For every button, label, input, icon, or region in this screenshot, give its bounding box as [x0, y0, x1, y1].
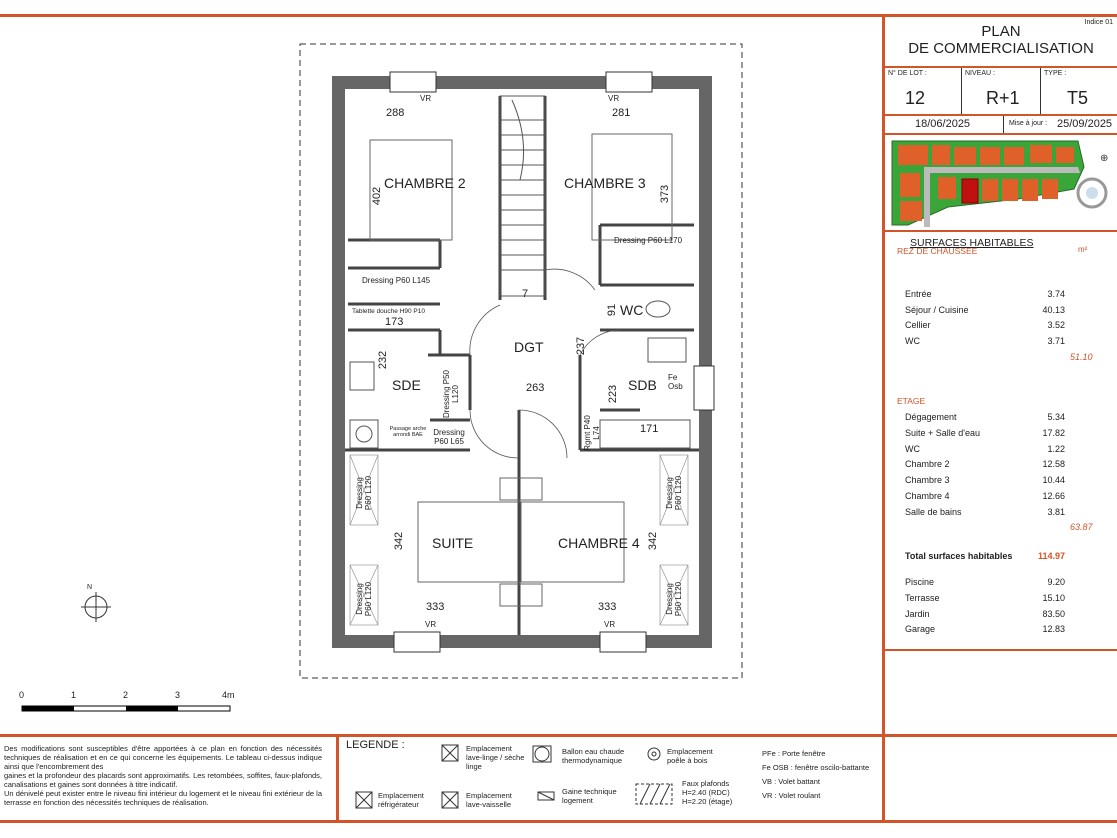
rdc-total: 51.10	[1070, 352, 1093, 362]
unit-label: m²	[1078, 245, 1088, 254]
dressing-120d-label: Dressing P60 L120	[665, 581, 683, 617]
annexe-name: Piscine	[905, 577, 935, 587]
room-sde: SDE	[392, 377, 421, 393]
rdc-name: Entrée	[905, 289, 932, 299]
annexe-value: 83.50	[1042, 609, 1065, 619]
dim-7: 7	[522, 288, 529, 300]
dim-281: 281	[612, 107, 631, 119]
scale-3: 3	[175, 690, 181, 700]
dressing-50-label: Dressing P50 L120	[442, 369, 460, 419]
etage-row	[905, 412, 1065, 422]
svg-text:⊕: ⊕	[1100, 153, 1109, 164]
legend-fauxplafonds: Faux plafonds H=2.40 (RDC) H=2.20 (étage)	[682, 779, 733, 806]
etage-value: 10.44	[1042, 475, 1065, 485]
notes-p2: gaines et la profondeur des placards sont approximatifs. Les retombées, soffites, faux-plafonds, canalisations et gaines sont données à titre indicatif.	[4, 771, 322, 789]
divider	[885, 133, 1117, 135]
dim-237: 237	[575, 336, 588, 356]
etage-name: Chambre 3	[905, 475, 950, 485]
divider	[1003, 116, 1004, 133]
title-block	[885, 17, 1117, 67]
total-value: 114.97	[1037, 551, 1065, 561]
dim-171: 171	[640, 423, 659, 435]
total-label: Total surfaces habitables	[905, 551, 1013, 561]
north-arrow-icon	[81, 592, 111, 622]
notes-block	[4, 744, 322, 807]
annexe-value: 15.10	[1042, 593, 1065, 603]
dim-232: 232	[377, 350, 390, 370]
room-chambre-3: CHAMBRE 3	[564, 175, 646, 191]
rdc-name: Séjour / Cuisine	[905, 305, 969, 315]
legend-poele: Emplacement poêle à bois	[667, 747, 713, 765]
etage-row	[905, 507, 1065, 517]
room-chambre-4: CHAMBRE 4	[558, 535, 640, 551]
legend-abbr-feosb: Fe OSB : fenêtre oscilo-battante	[762, 763, 870, 772]
room-dgt: DGT	[514, 339, 544, 355]
rdc-value: 3.52	[1047, 320, 1065, 330]
divider	[885, 230, 1117, 232]
rdc-value: 3.74	[1047, 289, 1065, 299]
lot-value: 12	[905, 88, 926, 108]
date-value: 18/06/2025	[915, 118, 971, 130]
rdc-row	[905, 320, 1065, 330]
etage-value: 17.82	[1042, 428, 1065, 438]
etage-row	[905, 475, 1065, 485]
vr-label: VR	[420, 94, 432, 103]
etage-value: 1.22	[1047, 444, 1065, 454]
type-cell	[1041, 68, 1117, 114]
etage-total: 63.87	[1070, 522, 1093, 532]
rdc-name: Cellier	[905, 320, 931, 330]
dressing-170-label: Dressing P60 L170	[614, 236, 683, 245]
dim-223: 223	[607, 384, 620, 404]
scale-2: 2	[123, 690, 129, 700]
right-column-border	[882, 14, 885, 823]
legend-border-left	[336, 734, 339, 822]
etage-name: Dégagement	[905, 412, 957, 422]
annexe-value: 9.20	[1047, 577, 1065, 587]
etage-row	[905, 428, 1065, 438]
total-row	[905, 551, 1065, 561]
surfaces-heading: SURFACES HABITABLES	[910, 237, 1034, 249]
lot-cell	[885, 68, 962, 114]
dressing-120c-label: Dressing P60 L120	[665, 475, 683, 511]
etage-row	[905, 491, 1065, 501]
etage-value: 3.81	[1047, 507, 1065, 517]
rdc-row	[905, 289, 1065, 299]
dim-373: 373	[659, 184, 672, 204]
legend-abbr-pfe: PFe : Porte fenêtre	[762, 749, 826, 758]
etage-name: Chambre 2	[905, 459, 950, 469]
annexe-row	[905, 593, 1065, 603]
scale-0: 0	[19, 690, 25, 700]
bottom-border	[0, 820, 1117, 823]
etage-name: WC	[905, 444, 920, 454]
room-sdb: SDB	[628, 377, 657, 393]
date-cell	[885, 116, 1117, 133]
dressing-65-label: Dressing P60 L65	[433, 428, 465, 446]
vr-label: VR	[425, 620, 437, 629]
annexe-row	[905, 577, 1065, 587]
rdc-row	[905, 336, 1065, 346]
room-suite: SUITE	[432, 535, 474, 551]
type-value: T5	[1067, 88, 1089, 108]
annexe-name: Garage	[905, 624, 936, 634]
rdc-value: 40.13	[1042, 305, 1065, 315]
etage-name: Suite + Salle d'eau	[905, 428, 981, 438]
legend-abbr-vr: VR : Volet roulant	[762, 791, 821, 800]
legend-gaine: Gaine technique logement	[562, 787, 617, 805]
feosb-label: Fe Osb	[668, 373, 683, 391]
dim-173: 173	[385, 316, 404, 328]
dim-342-left: 342	[393, 531, 406, 551]
divider	[885, 649, 1117, 651]
dressing-120b-label: Dressing P60 L120	[355, 581, 373, 617]
title-line2: DE COMMERCIALISATION	[908, 40, 1094, 57]
legend-frigo: Emplacement réfrigérateur	[378, 791, 424, 809]
etage-value: 12.58	[1042, 459, 1065, 469]
annexe-name: Jardin	[905, 609, 930, 619]
indice-label: Indice 01	[1084, 19, 1113, 26]
annexe-name: Terrasse	[905, 593, 940, 603]
legend-title: LEGENDE :	[346, 739, 405, 751]
lot-label: N° DE LOT :	[888, 70, 927, 77]
annexe-value: 12.83	[1042, 624, 1065, 634]
legend-lavelinge: Emplacement lave-linge / sèche linge	[466, 744, 525, 771]
dim-333-right: 333	[598, 601, 617, 613]
vr-label: VR	[608, 94, 620, 103]
dim-263: 263	[526, 382, 545, 394]
scale-4m: 4m	[222, 690, 235, 700]
dressing-120a-label: Dressing P60 L120	[355, 475, 373, 511]
notes-p1: Des modifications sont susceptibles d'être apportées à ce plan en fonction des nécessités techniques de réalisation et en ce qui concerne les équipements. Le tableau ci-dessus indique ainsi que l'encombrement des	[4, 744, 322, 771]
annexe-row	[905, 624, 1065, 634]
etage-row	[905, 459, 1065, 469]
passage-label: Passage arche arrondi BAE	[389, 426, 427, 438]
rdc-row	[905, 305, 1065, 315]
annexe-row	[905, 609, 1065, 619]
dim-402: 402	[371, 186, 384, 206]
scale-1: 1	[71, 690, 77, 700]
etage-row	[905, 444, 1065, 454]
site-map	[888, 137, 1114, 229]
niveau-value: R+1	[986, 88, 1020, 108]
dim-91: 91	[606, 303, 619, 317]
notes-p3: Un dénivelé peut exister entre le niveau fini intérieur du logement et le niveau fini extérieur de la terrasse en fonction des nécessités techniques de réalisation.	[4, 789, 322, 807]
tablette-label: Tablette douche H90 P10	[352, 308, 425, 315]
etage-value: 5.34	[1047, 412, 1065, 422]
legend-ballon: Ballon eau chaude thermodynamique	[562, 747, 625, 765]
niveau-cell	[962, 68, 1041, 114]
legend-lavevaisselle: Emplacement lave-vaisselle	[466, 791, 512, 809]
room-chambre-2: CHAMBRE 2	[384, 175, 466, 191]
legend-abbr-vb: VB : Volet battant	[762, 777, 820, 786]
dim-333-left: 333	[426, 601, 445, 613]
dim-342-right: 342	[647, 531, 660, 551]
etage-name: Chambre 4	[905, 491, 950, 501]
niveau-label: NIVEAU :	[965, 70, 995, 77]
maj-label: Mise à jour :	[1009, 120, 1048, 127]
dim-288: 288	[386, 107, 405, 119]
dressing-145-label: Dressing P60 L145	[362, 276, 431, 285]
title-line1: PLAN	[981, 23, 1021, 40]
etage-value: 12.66	[1042, 491, 1065, 501]
type-label: TYPE :	[1044, 70, 1067, 77]
rdc-title: REZ DE CHAUSSEE	[897, 246, 978, 256]
etage-name: Salle de bains	[905, 507, 962, 517]
etage-title: ETAGE	[897, 396, 926, 406]
vr-label: VR	[604, 620, 616, 629]
maj-date: 25/09/2025	[1057, 118, 1113, 130]
rgmt-label: Rgmt P40 L74	[583, 415, 601, 451]
north-label: N	[87, 584, 93, 591]
rdc-name: WC	[905, 336, 920, 346]
scale-bar	[22, 706, 230, 711]
room-wc: WC	[620, 302, 644, 318]
rdc-value: 3.71	[1047, 336, 1065, 346]
